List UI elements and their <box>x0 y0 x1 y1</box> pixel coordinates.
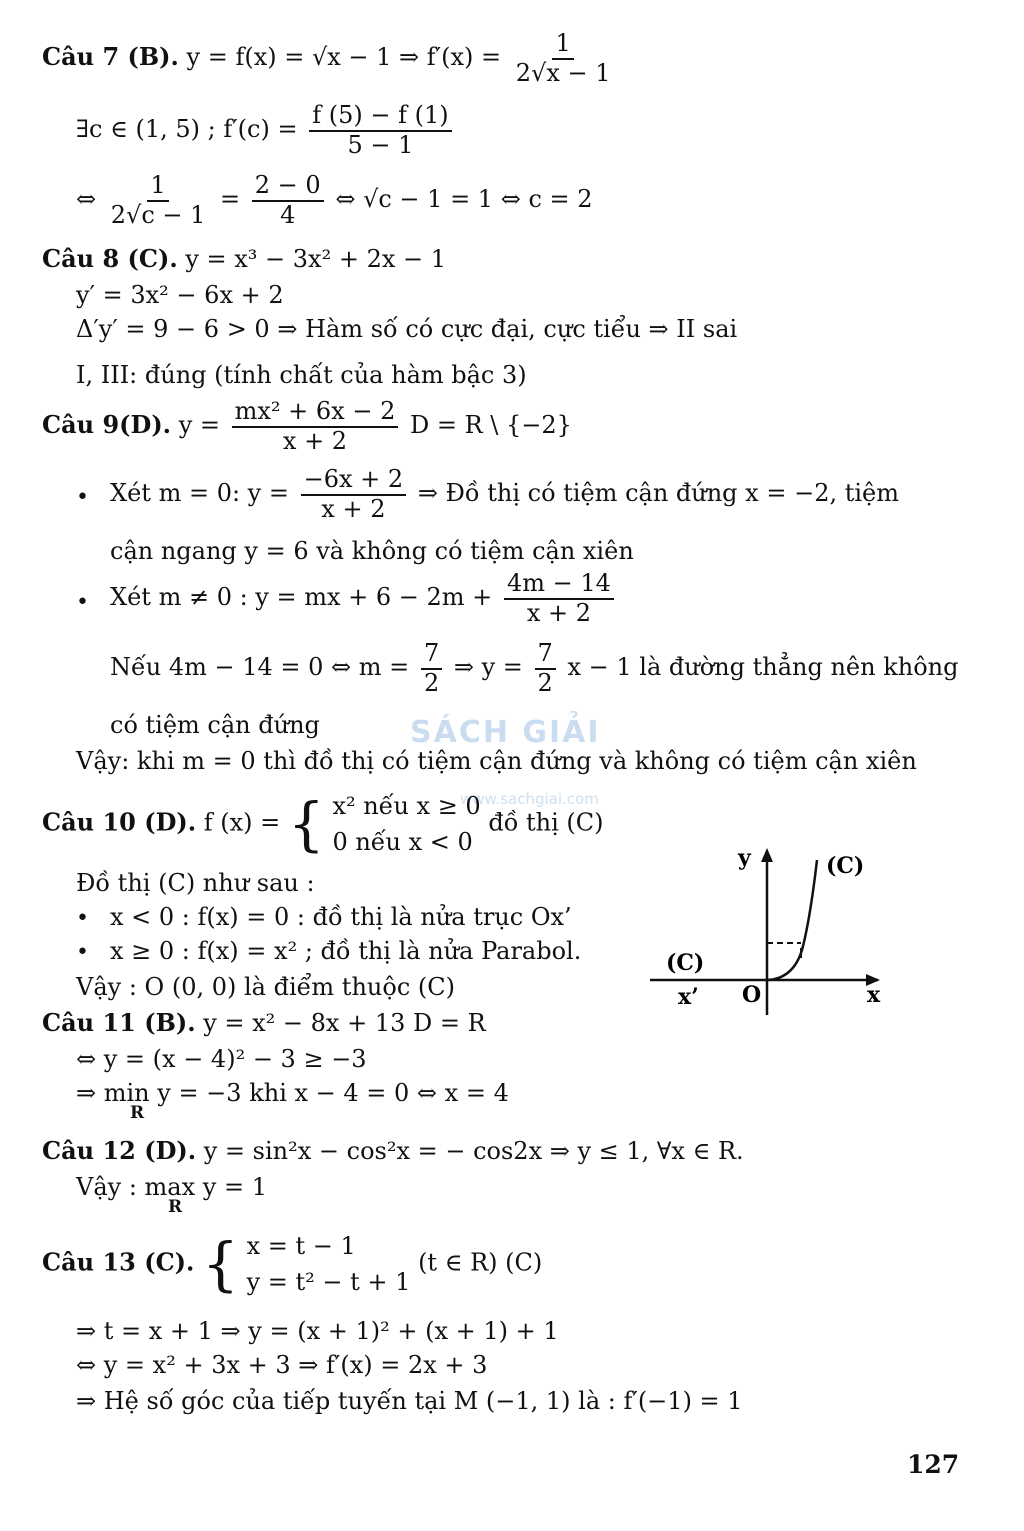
q13-line4: ⇒ Hệ số góc của tiếp tuyến tại M (−1, 1) là : f′(−1) = 1 <box>76 1387 743 1415</box>
q10-conclusion: Vậy : O (0, 0) là điểm thuộc (C) <box>76 973 455 1001</box>
q9-line1: Câu 9(D). y = $\frac{\text{mx² + 6x − 2}}{x + 2}$ D = R \ {−2} <box>42 397 572 455</box>
left-brace-icon: { <box>202 1230 239 1298</box>
q11-label: Câu 11 (B). <box>42 1008 196 1037</box>
q8-line1: Câu 8 (C). y = x³ − 3x² + 2x − 1 <box>42 244 447 273</box>
q10-line2: Đồ thị (C) như sau : <box>76 869 315 897</box>
bullet-icon: • <box>76 485 89 510</box>
q11-line3: ⇒ min y = −3 khi x − 4 = 0 ⇔ x = 4 <box>76 1079 509 1107</box>
q9-label: Câu 9(D). <box>42 410 172 440</box>
q7-line2: ∃c ∈ (1, 5) ; f′(c) = $\frac{f (5) - f (1)}{5 - 1}$ <box>76 102 456 159</box>
q9-if-line-cont: có tiệm cận đứng <box>110 711 320 739</box>
left-brace-icon: { <box>287 790 325 858</box>
q7-line3: ⇔ $\frac{1}{2√c - 1}$ = $\frac{2 - 0}{4}$ ⇔ √c − 1 = 1 ⇔ c = 2 <box>76 171 593 229</box>
q13-line3: ⇔ y = x² + 3x + 3 ⇒ f′(x) = 2x + 3 <box>76 1351 488 1379</box>
q12-line1: Câu 12 (D). y = sin²x − cos²x = − cos2x ⇒ y ≤ 1, ∀x ∈ R. <box>42 1136 744 1165</box>
q8-line4: I, III: đúng (tính chất của hàm bậc 3) <box>76 361 527 389</box>
q9-conclusion: Vậy: khi m = 0 thì đồ thị có tiệm cận đứng và không có tiệm cận xiên <box>76 747 917 775</box>
origin-label: O <box>742 982 762 1008</box>
q11-line1: Câu 11 (B). y = x² − 8x + 13 D = R <box>42 1008 486 1037</box>
q10-graph <box>630 840 900 1025</box>
q12-label: Câu 12 (D). <box>42 1136 197 1165</box>
curve-label-left: (C) <box>666 950 705 976</box>
y-axis-arrow-icon <box>761 848 773 862</box>
q10-bullet2: x ≥ 0 : f(x) = x² ; đồ thị là nửa Parabol. <box>110 937 582 965</box>
page-number: 127 <box>907 1450 960 1479</box>
watermark-logo: SÁCH GIẢI www.sachgiai.com <box>410 715 601 808</box>
q7-fraction-mvt: $\frac{f (5) - f (1)}{5 - 1}$ <box>309 102 451 159</box>
q13-line1: Câu 13 (C). { x = t − 1 y = t² − t + 1 (t ∈ R) (C) <box>42 1230 543 1298</box>
q12-max-subscript: R <box>168 1197 183 1217</box>
x-label: x <box>867 982 881 1008</box>
q8-line2: y′ = 3x² − 6x + 2 <box>76 281 284 309</box>
q10-label: Câu 10 (D). <box>42 807 197 837</box>
q7-line1: Câu 7 (B). y = f(x) = √x − 1 ⇒ f′(x) = $\frac{1}{2√x - 1}$ <box>42 30 618 87</box>
bullet-icon: • <box>76 906 89 931</box>
q9-case-mnot0: Xét m ≠ 0 : y = mx + 6 − 2m + $\frac{4m - 14}{x + 2}$ <box>110 570 618 627</box>
q10-line1: Câu 10 (D). f (x) = { x² nếu x ≥ 0 0 nếu x < 0 đồ thị (C) <box>42 790 604 858</box>
q9-case-m0: Xét m = 0: y = $\frac{-6x + 2}{x + 2}$ ⇒ Đồ thị có tiệm cận đứng x = −2, tiệm <box>110 465 899 523</box>
q8-label: Câu 8 (C). <box>42 244 178 273</box>
q11-min-subscript: R <box>130 1103 145 1123</box>
bullet-icon: • <box>76 590 89 615</box>
xprime-label: x’ <box>678 984 699 1010</box>
q12-line2: Vậy : max y = 1 <box>76 1173 267 1201</box>
parabola-curve <box>767 860 817 980</box>
q9-case-m0-cont: cận ngang y = 6 và không có tiệm cận xiên <box>110 537 634 565</box>
q11-line2: ⇔ y = (x − 4)² − 3 ≥ −3 <box>76 1045 367 1073</box>
q8-line3: Δ′y′ = 9 − 6 > 0 ⇒ Hàm số có cực đại, cực tiểu ⇒ II sai <box>76 315 738 343</box>
q10-bullet1: x < 0 : f(x) = 0 : đồ thị là nửa trục Ox’ <box>110 903 572 931</box>
curve-label-top: (C) <box>826 853 865 879</box>
q7-label: Câu 7 (B). <box>42 42 179 72</box>
q13-parametric-system: x = t − 1 y = t² − t + 1 <box>246 1232 411 1296</box>
y-label: y <box>738 845 751 871</box>
q7-fraction-derivative: $\frac{1}{2√x - 1}$ <box>515 29 611 87</box>
q13-label: Câu 13 (C). <box>42 1247 195 1277</box>
q10-piecewise: x² nếu x ≥ 0 0 nếu x < 0 <box>332 792 481 856</box>
q13-line2: ⇒ t = x + 1 ⇒ y = (x + 1)² + (x + 1) + 1 <box>76 1317 559 1345</box>
bullet-icon: • <box>76 940 89 965</box>
q9-if-line: Nếu 4m − 14 = 0 ⇔ m = $\frac{7}{2}$ ⇒ y = $\frac{7}{2}$ x − 1 là đường thẳng nên không <box>110 639 959 697</box>
